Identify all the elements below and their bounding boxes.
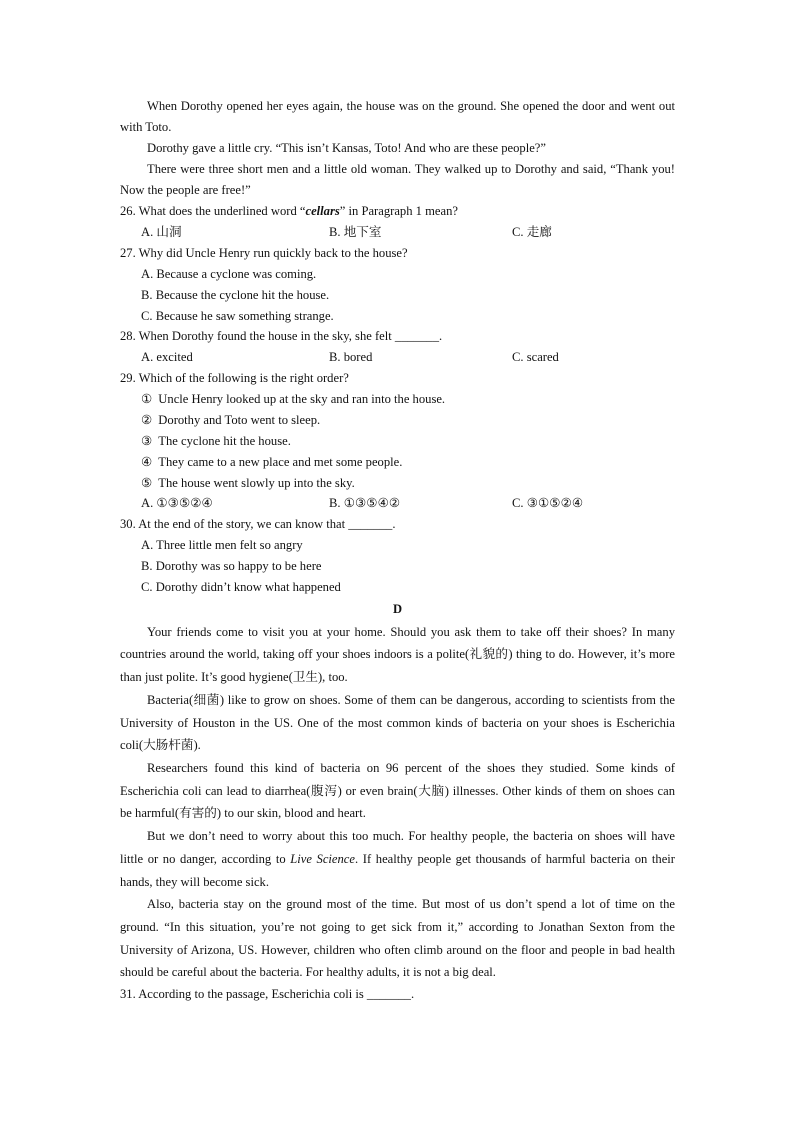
option-b[interactable]: B. ①③⑤④② <box>329 496 401 511</box>
question-29-options <box>120 493 675 514</box>
option-a[interactable]: A. excited <box>141 350 193 365</box>
option-a[interactable]: A. 山洞 <box>141 225 182 239</box>
underlined-word: cellars <box>305 204 340 218</box>
passage-paragraph-5: Also, bacteria stay on the ground most of the time. But most of us don’t spend a lot of time on the ground. “In this situation, you’re not going to get sick from it,” according to Jonathan Sexton from the University of Arizona, US. However, children who often climb around on the floor and people in bad health should be careful about the bacteria. For healthy adults, it is not a big deal. <box>120 897 675 980</box>
question-31-stem: 31. According to the passage, Escherichia coli is _______. <box>120 987 415 1002</box>
question-28-stem: 28. When Dorothy found the house in the sky, she felt _______. <box>120 329 443 344</box>
order-item-3: ③ The cyclone hit the house. <box>141 433 291 448</box>
option-b[interactable]: B. Dorothy was so happy to be here <box>141 559 322 574</box>
story-paragraph-1: When Dorothy opened her eyes again, the house was on the ground. She opened the door and went out with Toto. <box>120 99 675 134</box>
question-26-options <box>120 222 675 243</box>
question-27-stem: 27. Why did Uncle Henry run quickly back to the house? <box>120 246 408 260</box>
passage-paragraph-1: Your friends come to visit you at your home. Should you ask them to take off their shoes? In many countries around the world, taking off your shoes indoors is a polite(礼貌的) thing to do. However, it’s more than just polite. It’s good hygiene(卫生), too. <box>120 624 675 685</box>
story-paragraph-3: There were three short men and a little old woman. They walked up to Dorothy and said, “Thank you! Now the people are free!” <box>120 162 675 197</box>
order-item-5: ⑤ The house went slowly up into the sky. <box>141 475 355 490</box>
option-a[interactable]: A. ①③⑤②④ <box>141 496 213 511</box>
exam-page <box>120 96 675 1005</box>
passage-paragraph-3: Researchers found this kind of bacteria on 96 percent of the shoes they studied. Some kinds of Escherichia coli can lead to diarrhea(腹泻) or even brain(大脑) illnesses. Other kinds of them on shoes can be harmful(有害的) to our skin, blood and heart. <box>120 760 675 821</box>
order-item-4: ④ They came to a new place and met some people. <box>141 454 403 469</box>
question-26-stem: 26. What does the underlined word “cellars” in Paragraph 1 mean? <box>120 204 458 218</box>
option-b[interactable]: B. bored <box>329 350 373 365</box>
source-name: Live Science <box>290 851 355 866</box>
question-29-stem: 29. Which of the following is the right order? <box>120 371 349 386</box>
option-c[interactable]: C. 走廊 <box>512 225 552 239</box>
section-heading: D <box>392 601 403 616</box>
option-c[interactable]: C. Dorothy didn’t know what happened <box>141 579 341 594</box>
order-item-1: ① Uncle Henry looked up at the sky and ran into the house. <box>141 392 446 407</box>
question-28-options <box>120 347 675 368</box>
passage-paragraph-4: But we don’t need to worry about this too much. For healthy people, the bacteria on shoes will have little or no danger, according to Live Science. If healthy people get thousands of harmful bacteria on their hands, they will become sick. <box>120 829 675 889</box>
option-a[interactable]: A. Because a cyclone was coming. <box>141 267 317 281</box>
passage-paragraph-2: Bacteria(细菌) like to grow on shoes. Some of them can be dangerous, according to scientists from the University of Houston in the US. One of the most common kinds of bacteria on your shoes is Escherichia coli(大肠杆菌). <box>120 692 675 753</box>
option-c[interactable]: C. ③①⑤②④ <box>512 496 584 511</box>
option-a[interactable]: A. Three little men felt so angry <box>141 538 303 553</box>
question-30-stem: 30. At the end of the story, we can know that _______. <box>120 517 396 532</box>
option-c[interactable]: C. Because he saw something strange. <box>141 308 334 323</box>
story-paragraph-2: Dorothy gave a little cry. “This isn’t Kansas, Toto! And who are these people?” <box>147 141 546 155</box>
option-b[interactable]: B. 地下室 <box>329 225 382 239</box>
option-c[interactable]: C. scared <box>512 350 559 365</box>
order-item-2: ② Dorothy and Toto went to sleep. <box>141 413 321 428</box>
option-b[interactable]: B. Because the cyclone hit the house. <box>141 287 330 302</box>
